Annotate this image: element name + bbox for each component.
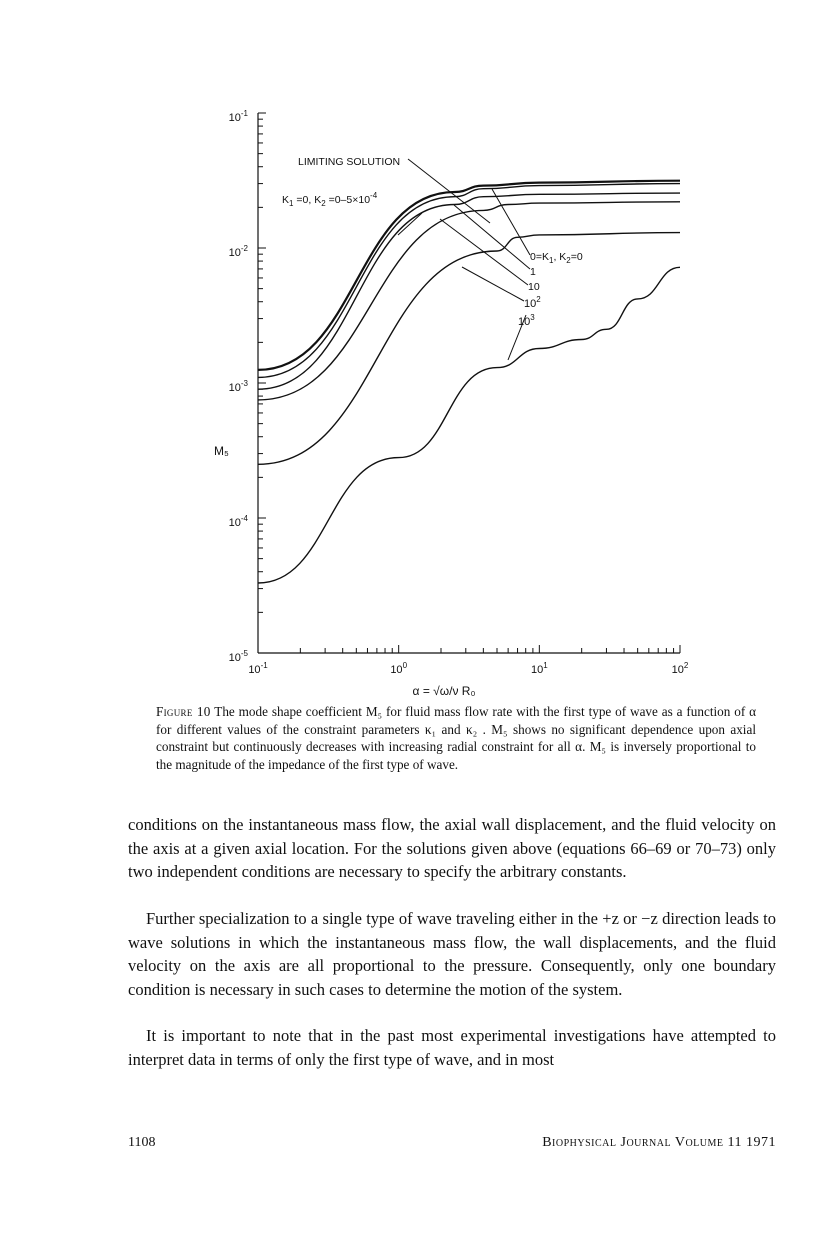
annotation-k1-hundred: $10^2$ <box>524 295 541 310</box>
x-tick-label: $10^{-1}$ <box>248 661 268 676</box>
y-axis-label: M₅ <box>214 444 229 458</box>
figure-label: Figure 10 <box>156 704 211 719</box>
y-tick-label: $10^{-2}$ <box>228 244 248 259</box>
series-line-1 <box>258 184 680 378</box>
y-tick-label: $10^{-5}$ <box>228 649 248 664</box>
leader-line-hundred <box>462 267 524 301</box>
paragraph-3: It is important to note that in the past most experimental investigations have attempted to interpret data in terms of only the first type of wave, and in most <box>128 1026 776 1069</box>
leader-line-zero-k <box>492 189 530 255</box>
page-number: 1108 <box>128 1135 156 1150</box>
y-tick-label: $10^{-4}$ <box>228 514 248 529</box>
annotation-k-range: $K_1 =0$, $K_2 =0-5\times 10^{-4}$ <box>282 191 378 208</box>
y-tick-label: $10^{-1}$ <box>228 109 248 124</box>
figure-caption-text: The mode shape coefficient M₅ for fluid mass flow rate with the first type of wave as a function of α for different values of the constraint parameters κ₁ and κ₂ . M₅ shows no significant dependence upon axial constraint but continuously decreases with increasing radial constraint for all α. M₅ is inversely proportional to the magnitude of the impedance of the first type of wave. <box>156 704 757 772</box>
x-axis-label: α = √ω/ν R₀ <box>412 684 476 698</box>
leader-line-k-range <box>398 213 422 235</box>
annotation-k1-ten: 10 <box>528 281 540 293</box>
annotation-zero-k: $0=K_1$, $K_2=0$ <box>530 251 583 265</box>
series-line-5 <box>258 267 680 583</box>
annotation-k1-thousand: $10^3$ <box>518 313 535 328</box>
paragraph-1: conditions on the instantaneous mass flow, the axial wall displacement, and the fluid velocity on the axis at a given axial location. For the solutions given above (equations 66–69 or 70–73) only two independent conditions are necessary to specify the arbitrary constants. <box>128 815 776 881</box>
x-tick-label: $10^0$ <box>390 661 408 676</box>
series-line-2 <box>258 193 680 389</box>
journal-info: Biophysical Journal Volume 11 1971 <box>542 1135 776 1150</box>
annotation-limiting-solution: LIMITING SOLUTION <box>298 156 401 168</box>
paragraph-2: Further specialization to a single type of wave traveling either in the +z or −z direction leads to wave solutions in which the instantaneous mass flow, the wall displacements, and the fluid velocity on the axis are all proportional to the pressure. Consequently, only one boundary condition is necessary in such cases to determine the motion of the system. <box>128 909 776 999</box>
annotation-k1-one: 1 <box>530 266 536 278</box>
y-tick-label: $10^{-3}$ <box>228 379 248 394</box>
series-line-3 <box>258 202 680 400</box>
x-tick-label: $10^1$ <box>530 661 548 676</box>
figure-10-chart <box>190 95 730 700</box>
figure-caption <box>156 703 756 773</box>
series-line-4 <box>258 233 680 465</box>
series-line-0 <box>258 181 680 370</box>
x-tick-label: $10^2$ <box>671 661 689 676</box>
